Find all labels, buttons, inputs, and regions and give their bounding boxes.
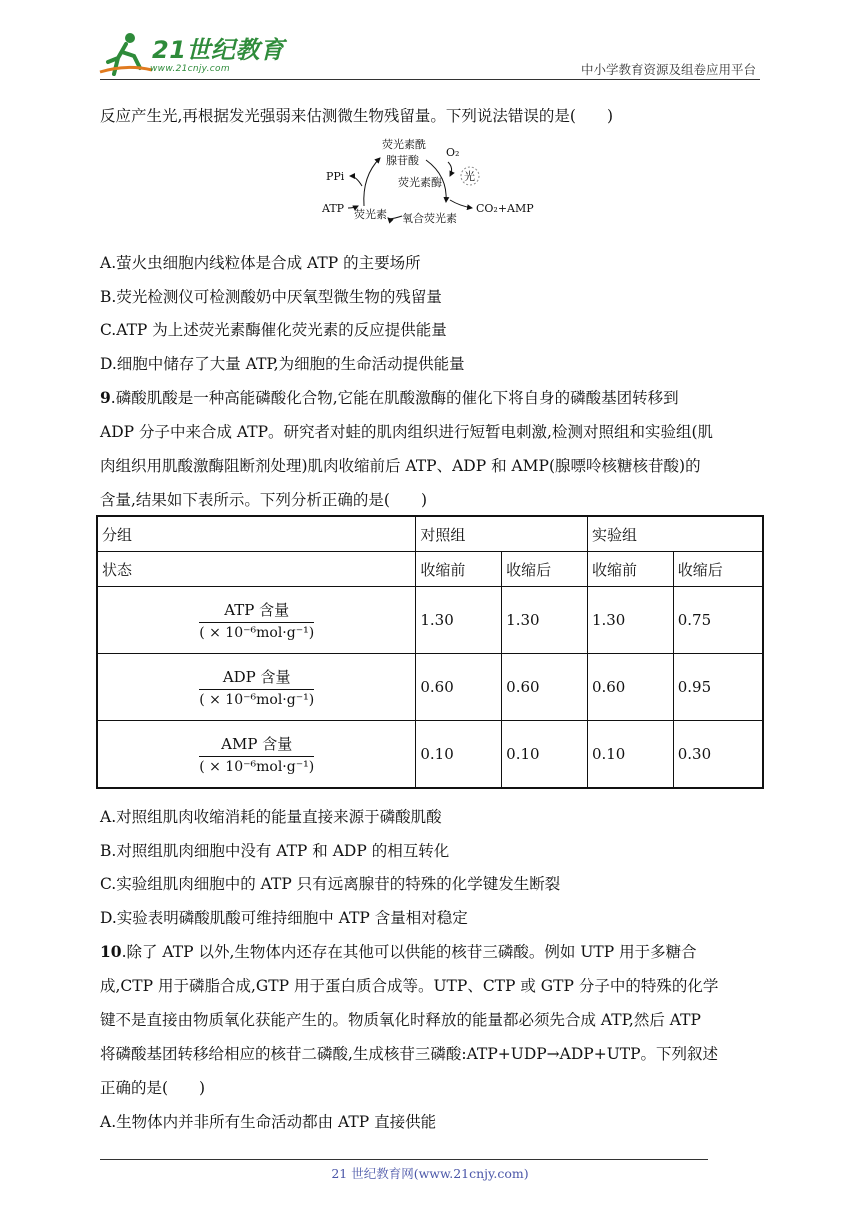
table-cell: 1.30 — [416, 587, 502, 654]
table-row-label-atp: $\frac{\text{ATP 含量}}{\text{( × 10⁻⁶mol·g⁻¹)}}$ — [97, 587, 416, 654]
table-state-cell: 收缩后 — [502, 552, 588, 587]
q10-stem-line-2: 成,CTP 用于磷脂合成,GTP 用于蛋白质合成等。UTP、CTP 或 GTP 分子中的特殊的化学 — [100, 977, 719, 995]
logo-url: www.21cnjy.com — [150, 64, 230, 74]
table-cell: 0.60 — [416, 654, 502, 721]
table-row-label-amp: $\frac{\text{AMP 含量}}{\text{( × 10⁻⁶mol·g⁻¹)}}$ — [97, 721, 416, 789]
table-cell: 0.10 — [502, 721, 588, 789]
q10-stem-line-1: 10.除了 ATP 以外,生物体内还存在其他可以供能的核苷三磷酸。例如 UTP 用于多糖合 — [100, 942, 697, 961]
q9-stem-line-4: 含量,结果如下表所示。下列分析正确的是( ) — [100, 491, 428, 509]
q9-option-c: C.实验组肌肉细胞中的 ATP 只有远离腺苷的特殊的化学键发生断裂 — [100, 875, 561, 893]
light-burst-icon — [461, 167, 479, 185]
header-platform-text: 中小学教育资源及组卷应用平台 — [580, 62, 756, 77]
table-cell: 0.95 — [673, 654, 763, 721]
table-row — [97, 654, 763, 721]
diagram-label-products: CO₂+AMP — [476, 202, 534, 215]
diagram-label-luciferin: 荧光素 — [354, 208, 387, 221]
q9-stem-line-3: 肉组织用肌酸激酶阻断剂处理)肌肉收缩前后 ATP、ADP 和 AMP(腺嘌呤核糖核苷酸)的 — [100, 457, 701, 475]
footer-link[interactable]: 21 世纪教育网(www.21cnjy.com) — [331, 1166, 529, 1181]
diagram-label-ppi: PPi — [326, 170, 345, 183]
diagram-label-oxyluciferin: 氧合荧光素 — [402, 212, 457, 225]
table-row-label-adp: $\frac{\text{ADP 含量}}{\text{( × 10⁻⁶mol·g⁻¹)}}$ — [97, 654, 416, 721]
q9-number: 9 — [100, 388, 111, 407]
q8-option-a: A.萤火虫细胞内线粒体是合成 ATP 的主要场所 — [100, 254, 421, 272]
table-cell: 0.60 — [587, 654, 673, 721]
table-row — [97, 721, 763, 789]
footer-divider — [100, 1159, 708, 1160]
diagram-label-adenylate: 腺苷酸 — [386, 154, 419, 167]
table-cell: 0.10 — [587, 721, 673, 789]
table-cell: 1.30 — [502, 587, 588, 654]
q8-stem-line: 反应产生光,再根据发光强弱来估测微生物残留量。下列说法错误的是( ) — [100, 107, 614, 125]
table-header-group: 分组 — [97, 516, 416, 552]
q9-stem-line-1: 9.磷酸肌酸是一种高能磷酸化合物,它能在肌酸激酶的催化下将自身的磷酸基团转移到 — [100, 388, 679, 407]
luciferase-cycle-diagram — [318, 136, 548, 228]
table-header-state: 状态 — [97, 552, 416, 587]
q10-stem-line-3: 键不是直接由物质氧化获能产生的。物质氧化时释放的能量都必须先合成 ATP,然后 ATP — [100, 1011, 701, 1029]
q8-option-b: B.荧光检测仪可检测酸奶中厌氧型微生物的残留量 — [100, 288, 442, 306]
diagram-label-o2: O₂ — [446, 146, 460, 159]
q10-stem-line-4: 将磷酸基团转移给相应的核苷二磷酸,生成核苷三磷酸:ATP+UDP→ADP+UTP。下列叙述 — [100, 1045, 719, 1063]
table-state-cell: 收缩前 — [416, 552, 502, 587]
q8-option-d: D.细胞中储存了大量 ATP,为细胞的生命活动提供能量 — [100, 355, 465, 373]
q9-option-d: D.实验表明磷酸肌酸可维持细胞中 ATP 含量相对稳定 — [100, 909, 468, 927]
table-cell: 0.30 — [673, 721, 763, 789]
table-header-experiment: 实验组 — [587, 516, 763, 552]
q9-option-a: A.对照组肌肉收缩消耗的能量直接来源于磷酸肌酸 — [100, 808, 442, 826]
table-header-control: 对照组 — [416, 516, 588, 552]
table-row — [97, 516, 763, 552]
table-cell: 0.10 — [416, 721, 502, 789]
q10-stem-line-5: 正确的是( ) — [100, 1079, 206, 1097]
table-row — [97, 552, 763, 587]
table-state-cell: 收缩前 — [587, 552, 673, 587]
table-row — [97, 587, 763, 654]
q10-option-a: A.生物体内并非所有生命活动都由 ATP 直接供能 — [100, 1113, 437, 1131]
diagram-label-light: 光 — [464, 170, 475, 183]
q10-number: 10 — [100, 942, 122, 961]
diagram-label-luciferyl: 荧光素酰 — [382, 138, 426, 151]
diagram-label-enzyme: 荧光素酶 — [398, 176, 442, 189]
table-cell: 0.75 — [673, 587, 763, 654]
diagram-label-atp: ATP — [322, 202, 345, 215]
table-cell: 1.30 — [587, 587, 673, 654]
q9-data-table — [96, 515, 764, 789]
q9-option-b: B.对照组肌肉细胞中没有 ATP 和 ADP 的相互转化 — [100, 842, 450, 860]
table-state-cell: 收缩后 — [673, 552, 763, 587]
header-divider — [100, 79, 760, 80]
q8-option-c: C.ATP 为上述荧光素酶催化荧光素的反应提供能量 — [100, 321, 447, 339]
runner-logo-icon — [96, 28, 156, 80]
q9-stem-line-2: ADP 分子中来合成 ATP。研究者对蛙的肌肉组织进行短暂电刺激,检测对照组和实验组(肌 — [100, 423, 713, 441]
logo-text: 21世纪教育 — [152, 36, 285, 64]
table-cell: 0.60 — [502, 654, 588, 721]
